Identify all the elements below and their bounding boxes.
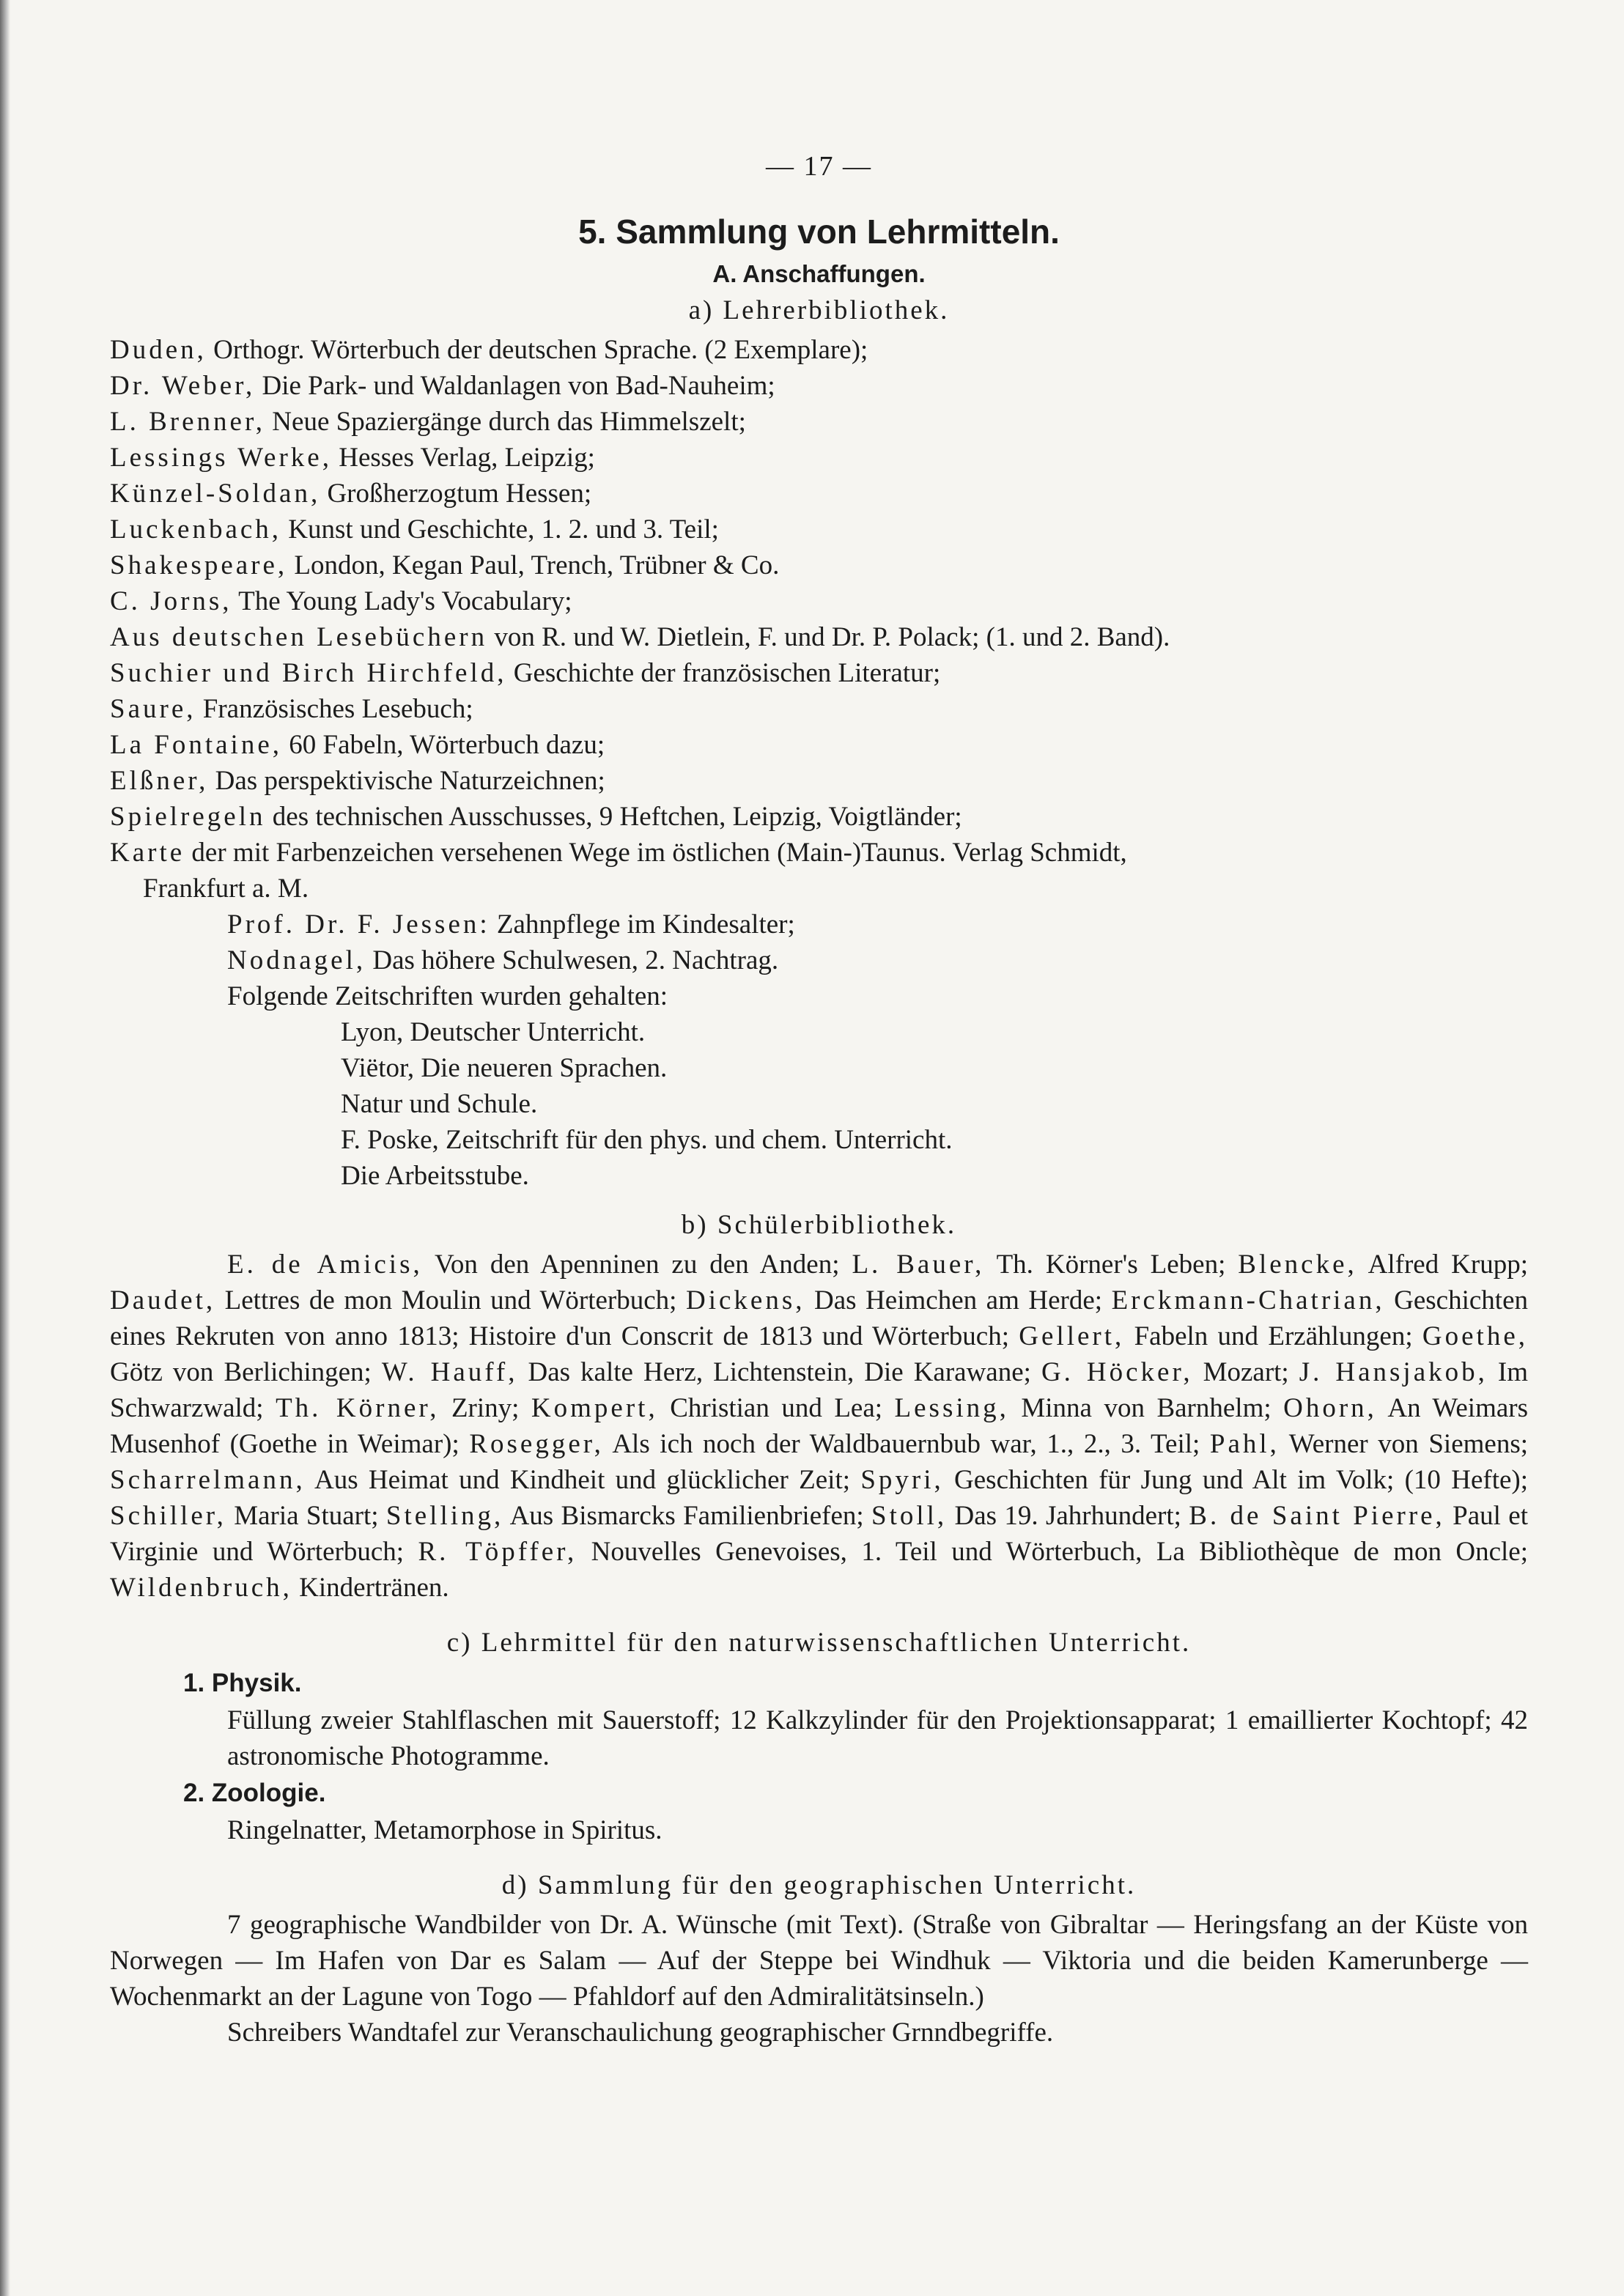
entry-title: Hesses Verlag, Leipzig; <box>331 443 595 473</box>
entry-title: Paul et Virginie und Wörterbuch; <box>110 1501 1528 1567</box>
entry-author: W. Hauff, <box>381 1357 518 1387</box>
list-item <box>110 583 1528 619</box>
entry-title: Maria Stuart; <box>226 1501 386 1531</box>
entry-author: Erckmann-Chatrian, <box>1111 1285 1385 1315</box>
entry-author: Kompert, <box>531 1393 658 1423</box>
karte-continuation: Frankfurt a. M. <box>143 874 309 904</box>
entry-author: J. Hansjakob, <box>1299 1357 1488 1387</box>
list-item <box>110 332 1528 368</box>
entry-author: E. de Amicis, <box>227 1249 423 1280</box>
lehrerbibliothek-list-2 <box>110 907 1528 978</box>
list-item <box>110 655 1528 691</box>
entry-title: An Weimars Musenhof (Goethe in Weimar); <box>110 1393 1528 1459</box>
naturwissenschaft-heading: c) Lehrmittel für den naturwissenschaftlichen Unterricht. <box>446 1628 1192 1658</box>
lehrerbibliothek-heading: a) Lehrerbibliothek. <box>688 295 950 325</box>
list-item <box>110 404 1528 440</box>
entry-title: Das perspektivische Naturzeichnen; <box>208 766 605 796</box>
entry-author: Stelling, <box>385 1501 504 1531</box>
physik-text: Füllung zweier Stahlflaschen mit Sauerstoff; 12 Kalkzylinder für den Projektionsapparat; 1 emaillierter Kochtopf; 42 astronomische Photogramme. <box>227 1705 1528 1771</box>
physik-heading <box>183 1664 1528 1702</box>
entry-title: Das Heimchen am Herde; <box>805 1285 1112 1315</box>
entry-title: Geschichten für Jung und Alt im Volk; (10 Hefte); <box>943 1465 1528 1495</box>
geographie-text-2: Schreibers Wandtafel zur Veranschaulichung geographischer Grnndbegriffe. <box>227 2018 1054 2048</box>
lehrerbibliothek-list <box>110 332 1528 871</box>
entry-author: Luckenbach, <box>110 514 282 545</box>
entry-author: Rosegger, <box>469 1429 604 1459</box>
entry-author: Spyri, <box>860 1465 944 1495</box>
entry-title: Das höhere Schulwesen, 2. Nachtrag. <box>366 945 779 975</box>
periodical-item: Die Arbeitsstube. <box>341 1161 529 1191</box>
entry-author: La Fontaine, <box>110 730 283 760</box>
entry-author: Elßner, <box>110 766 209 796</box>
list-item <box>110 691 1528 727</box>
entry-title: Th. Körner's Leben; <box>984 1249 1239 1280</box>
entry-author: B. de Saint Pierre, <box>1189 1501 1445 1531</box>
entry-author: L. Brenner, <box>110 407 266 437</box>
entry-author: Ohorn, <box>1283 1393 1377 1423</box>
list-item <box>110 799 1528 835</box>
entry-title: 60 Fabeln, Wörterbuch dazu; <box>282 730 605 760</box>
entry-title: Zriny; <box>439 1393 531 1423</box>
periodical-item: F. Poske, Zeitschrift für den phys. und chem. Unterricht. <box>341 1125 953 1155</box>
list-item <box>110 835 1528 871</box>
geographie-heading: d) Sammlung für den geographischen Unterricht. <box>501 1870 1137 1900</box>
entry-title: Im Schwarzwald; <box>110 1357 1529 1423</box>
entry-author: Suchier und Birch Hirchfeld, <box>110 658 507 688</box>
entry-title: Werner von Siemens; <box>1279 1429 1528 1459</box>
entry-author: Blencke, <box>1238 1249 1357 1280</box>
entry-author: Shakespeare, <box>110 550 288 580</box>
entry-title: Orthogr. Wörterbuch der deutschen Sprache. (2 Exemplare); <box>206 335 868 365</box>
scan-edge <box>0 0 10 2296</box>
entry-title: Christian und Lea; <box>657 1393 895 1423</box>
entry-author: Duden, <box>110 335 207 365</box>
entry-title: Zahnpflege im Kindesalter; <box>490 909 795 940</box>
physik-label: 1. Physik. <box>183 1669 302 1697</box>
schuelerbibliothek-paragraph <box>110 1247 1528 1606</box>
entry-author: Künzel-Soldan, <box>110 479 321 509</box>
entry-author: Prof. Dr. F. Jessen: <box>227 909 490 940</box>
entry-author: Stoll, <box>871 1501 948 1531</box>
entry-author: Gellert, <box>1019 1321 1125 1351</box>
section-heading: A. Anschaffungen. <box>712 260 926 287</box>
entry-author: Saure, <box>110 694 196 724</box>
entry-title: Götz von Berlichingen; <box>110 1357 382 1387</box>
entry-title: Minna von Barnhelm; <box>1008 1393 1284 1423</box>
entry-author: Schiller, <box>110 1501 226 1531</box>
page-number: — 17 — <box>766 151 872 182</box>
entry-title: Lettres de mon Moulin und Wörterbuch; <box>215 1285 686 1315</box>
periodical-item: Natur und Schule. <box>341 1089 538 1119</box>
entry-title: Aus Bismarcks Familienbriefen; <box>503 1501 871 1531</box>
entry-author: Goethe, <box>1422 1321 1528 1351</box>
list-item <box>110 440 1528 476</box>
zoologie-text: Ringelnatter, Metamorphose in Spiritus. <box>227 1815 662 1845</box>
entry-title: Aus Heimat und Kindheit und glücklicher Zeit; <box>305 1465 861 1495</box>
entry-title: The Young Lady's Vocabulary; <box>232 586 572 616</box>
entry-title: Geschichte der französischen Literatur; <box>506 658 941 688</box>
zoologie-heading <box>183 1774 1528 1812</box>
entry-author: Wildenbruch, <box>110 1573 292 1603</box>
entry-title: Alfred Krupp; <box>1357 1249 1528 1280</box>
entry-author: C. Jorns, <box>110 586 232 616</box>
entry-author: Pahl, <box>1209 1429 1280 1459</box>
chapter-title: 5. Sammlung von Lehrmitteln. <box>578 213 1060 251</box>
entry-title: Geschichten eines Rekruten von anno 1813; Histoire d'un Conscrit de 1813 und Wörterbuch; <box>110 1285 1529 1351</box>
list-item <box>110 907 1528 942</box>
entry-author: Th. Körner, <box>276 1393 440 1423</box>
geographie-text-1: 7 geographische Wandbilder von Dr. A. Wünsche (mit Text). (Straße von Gibraltar — Heringsfang an der Küste von Norwegen — Im Hafen von Dar es Salam — Auf der Steppe bei Windhuk — Viktoria und die beiden Kamerunberge — Wochenmarkt an der Lagune von Togo — Pfahldorf auf den Admiralitätsinseln.) <box>110 1910 1528 2012</box>
periodicals-list <box>110 1014 1528 1194</box>
entry-title: der mit Farbenzeichen versehenen Wege im östlichen (Main-)Taunus. Verlag Schmidt, <box>185 838 1127 868</box>
entry-title: Französisches Lesebuch; <box>196 694 473 724</box>
periodical-item: Lyon, Deutscher Unterricht. <box>341 1017 646 1047</box>
periodicals-intro: Folgende Zeitschriften wurden gehalten: <box>227 981 668 1011</box>
entry-author: Scharrelmann, <box>110 1465 306 1495</box>
periodical-item: Viëtor, Die neueren Sprachen. <box>341 1053 668 1083</box>
entry-title: Kindertränen. <box>292 1573 449 1603</box>
entry-title: Von den Apenninen zu den Anden; <box>422 1249 852 1280</box>
entry-author: R. Töpffer, <box>418 1537 577 1567</box>
list-item <box>110 368 1528 404</box>
schuelerbibliothek-heading: b) Schülerbibliothek. <box>681 1210 957 1240</box>
entry-title: Das 19. Jahrhundert; <box>947 1501 1189 1531</box>
entry-title: von R. und W. Dietlein, F. und Dr. P. Polack; (1. und 2. Band). <box>487 622 1170 652</box>
entry-title: des technischen Ausschusses, 9 Heftchen, Leipzig, Voigtländer; <box>265 802 962 832</box>
entry-author: Lessing, <box>894 1393 1009 1423</box>
entry-author: Dr. Weber, <box>110 371 256 401</box>
list-item <box>110 619 1528 655</box>
list-item <box>110 727 1528 763</box>
entry-author: Daudet, <box>110 1285 216 1315</box>
entry-author: Spielregeln <box>110 802 266 832</box>
entry-title: Fabeln und Erzählungen; <box>1124 1321 1422 1351</box>
list-item <box>110 547 1528 583</box>
entry-author: Lessings Werke, <box>110 443 332 473</box>
entry-title: London, Kegan Paul, Trench, Trübner & Co. <box>287 550 780 580</box>
list-item <box>110 763 1528 799</box>
entry-title: Als ich noch der Waldbauernbub war, 1., 2., 3. Teil; <box>603 1429 1210 1459</box>
entry-author: L. Bauer, <box>852 1249 985 1280</box>
list-item <box>110 942 1528 978</box>
entry-author: Dickens, <box>685 1285 805 1315</box>
list-item <box>110 476 1528 512</box>
content <box>110 150 1528 2050</box>
entry-title: Die Park- und Waldanlagen von Bad-Nauheim; <box>255 371 775 401</box>
zoologie-label: 2. Zoologie. <box>183 1779 326 1807</box>
list-item <box>110 512 1528 547</box>
entry-title: Mozart; <box>1192 1357 1299 1387</box>
entry-author: G. Höcker, <box>1041 1357 1193 1387</box>
entry-author: Karte <box>110 838 185 868</box>
entry-author: Nodnagel, <box>227 945 366 975</box>
entry-title: Das kalte Herz, Lichtenstein, Die Karawane; <box>517 1357 1041 1387</box>
entry-title: Nouvelles Genevoises, 1. Teil und Wörterbuch, La Bibliothèque de mon Oncle; <box>577 1537 1528 1567</box>
entry-title: Kunst und Geschichte, 1. 2. und 3. Teil; <box>281 514 719 545</box>
entry-author: Aus deutschen Lesebüchern <box>110 622 488 652</box>
entry-title: Großherzogtum Hessen; <box>320 479 592 509</box>
entry-title: Neue Spaziergänge durch das Himmelszelt; <box>265 407 746 437</box>
